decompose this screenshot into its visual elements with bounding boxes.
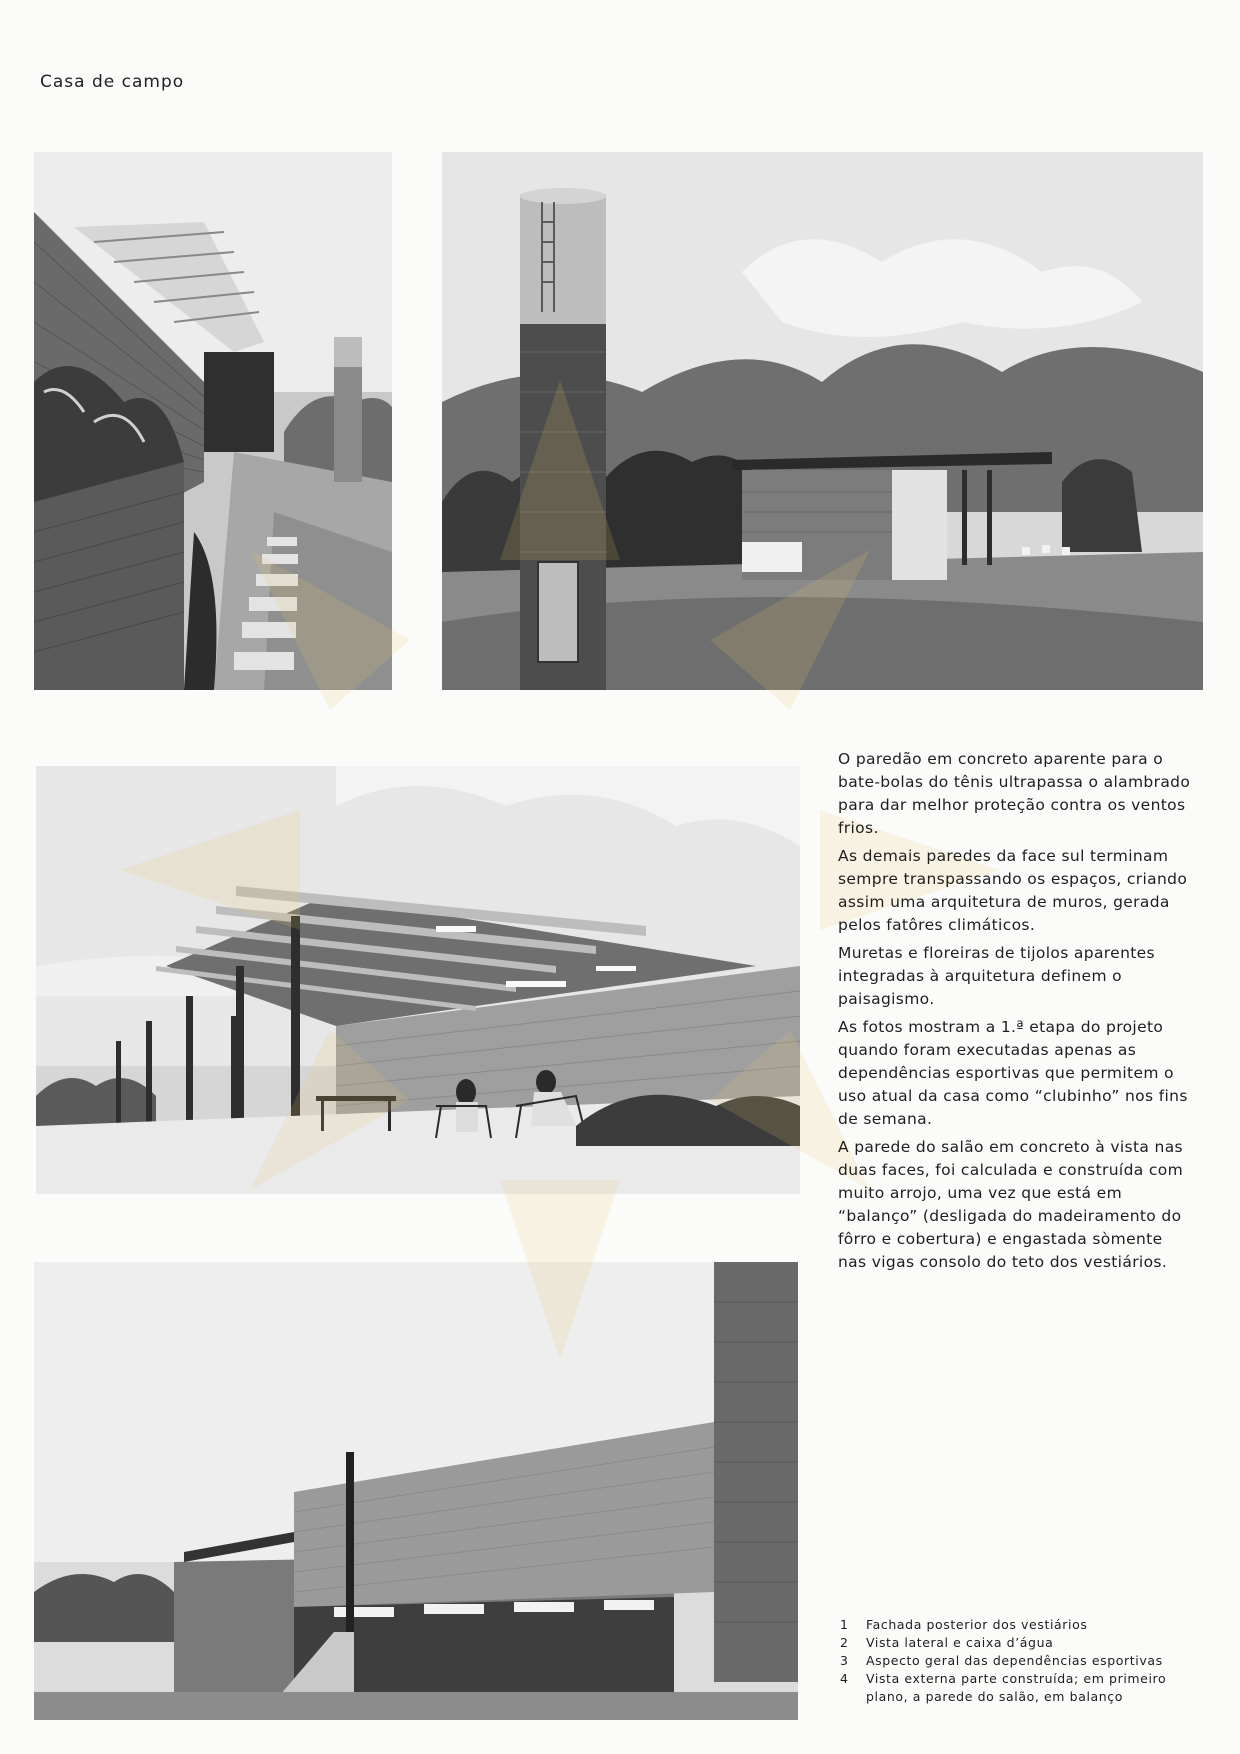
caption-number: 4 <box>840 1671 849 1686</box>
caption-item <box>840 1652 1210 1670</box>
photo-rear-facade <box>34 152 392 690</box>
article-body <box>838 748 1196 1279</box>
caption-number: 1 <box>840 1617 849 1632</box>
caption-item <box>840 1670 1210 1706</box>
caption-number: 2 <box>840 1635 849 1650</box>
caption-text: Aspecto geral das dependências esportivas <box>866 1653 1163 1668</box>
caption-item <box>840 1616 1210 1634</box>
caption-number: 3 <box>840 1653 849 1668</box>
caption-item <box>840 1634 1210 1652</box>
photo-exterior-cantilever-wall <box>34 1262 798 1720</box>
body-paragraph: As demais paredes da face sul terminam sempre transpassando os espaços, criando assim uma arquitetura de muros, gerada pelos fatôres climáticos. <box>838 847 1188 934</box>
body-paragraph: As fotos mostram a 1.ª etapa do projeto quando foram executadas apenas as dependências esportivas que permitem o uso atual da casa como “clubinho” nos fins de semana. <box>838 1018 1188 1128</box>
caption-text: Fachada posterior dos vestiários <box>866 1617 1088 1632</box>
photo-captions <box>840 1616 1210 1706</box>
caption-text: Vista lateral e caixa d’água <box>866 1635 1054 1650</box>
body-paragraph: A parede do salão em concreto à vista nas duas faces, foi calculada e construída com muito arrojo, uma vez que está em “balanço” (desligada do madeiramento do fôrro e cobertura) e engastada sòmente nas vigas consolo do teto dos vestiários. <box>838 1138 1184 1271</box>
body-paragraph: Muretas e floreiras de tijolos aparentes integradas à arquitetura definem o paisagismo. <box>838 944 1155 1008</box>
page-title: Casa de campo <box>40 72 185 92</box>
body-paragraph: O paredão em concreto aparente para o bate-bolas do tênis ultrapassa o alambrado para dar melhor proteção contra os ventos frios. <box>838 750 1191 837</box>
photo-sports-pavilion <box>36 766 800 1194</box>
caption-text: Vista externa parte construída; em primeiro plano, a parede do salão, em balanço <box>866 1671 1167 1704</box>
photo-side-view-water-tower <box>442 152 1203 690</box>
